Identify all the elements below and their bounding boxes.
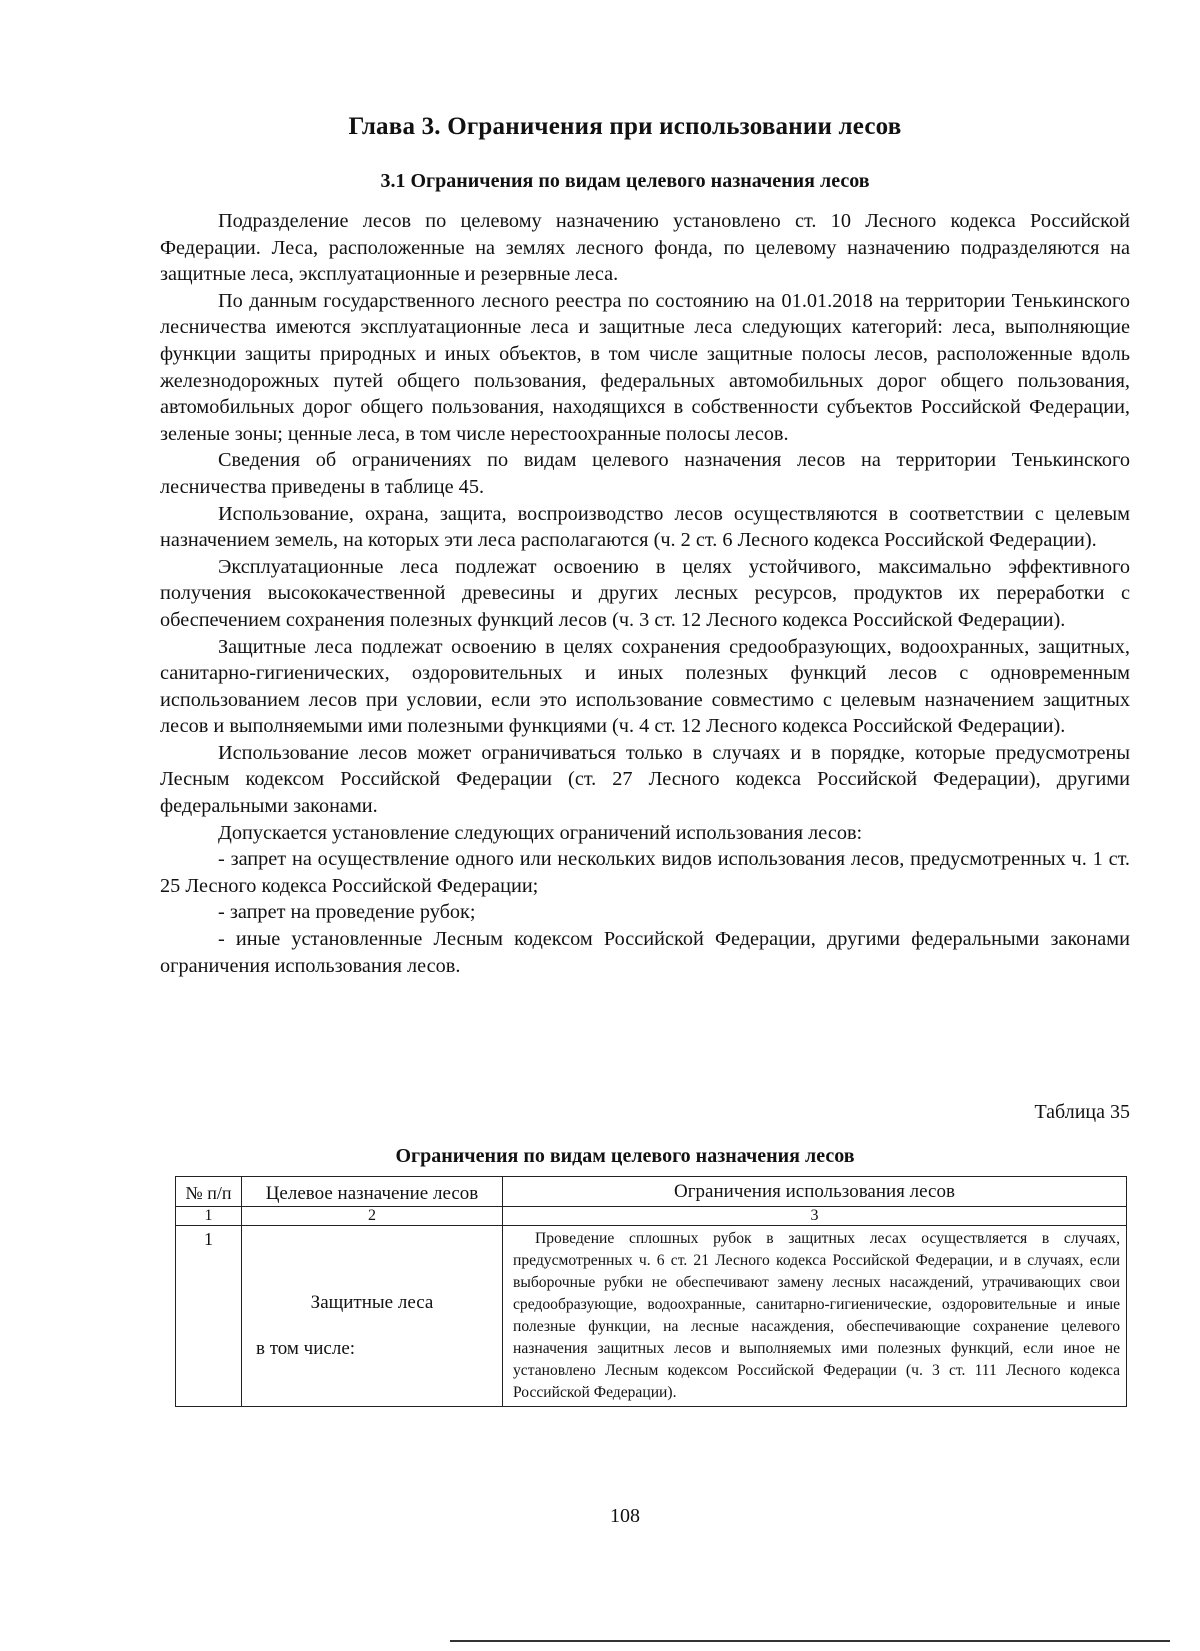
paragraph: Подразделение лесов по целевому назначению установлено ст. 10 Лесного кодекса Российской Федерации. Леса, расположенные на землях лесного фонда, по целевому назначению подразделяются на защитные леса, эксплуатационные и резервные леса. (160, 210, 1130, 286)
list-item: - запрет на осуществление одного или нескольких видов использования лесов, предусмотренных ч. 1 ст. 25 Лесного кодекса Российской Федерации; (160, 848, 1130, 897)
paragraph: По данным государственного лесного реестра по состоянию на 01.01.2018 на территории Тенькинского лесничества имеются эксплуатационные леса и защитные леса следующих категорий: леса, выполняющие функции защиты природных и иных объектов, в том числе защитные полосы лесов, расположенные вдоль железнодорожных путей общего пользования, федеральных автомобильных дорог общего пользования, автомобильных дорог общего пользования, находящихся в собственности субъектов Российской Федерации, зеленые зоны; ценные леса, в том числе нерестоохранные полосы лесов. (160, 289, 1130, 445)
list-item: - иные установленные Лесным кодексом Российской Федерации, другими федеральными законами ограничения использования лесов. (160, 928, 1130, 977)
purpose-main: Защитные леса (310, 1292, 434, 1313)
table-index-row (176, 1207, 1127, 1226)
table-label: Таблица 35 (1034, 1101, 1130, 1123)
list-item: - запрет на проведение рубок; (218, 901, 476, 924)
section-title: 3.1 Ограничения по видам целевого назначения лесов (380, 170, 870, 192)
restrictions-table (175, 1176, 1127, 1407)
paragraph: Эксплуатационные леса подлежат освоению в целях устойчивого, максимально эффективного получения высококачественной древесины и других лесных ресурсов, продуктов их переработки с обеспечением сохранения полезных функций лесов (ч. 3 ст. 12 Лесного кодекса Российской Федерации). (160, 555, 1130, 631)
paragraph: Защитные леса подлежат освоению в целях сохранения средообразующих, водоохранных, защитных, санитарно-гигиенических, оздоровительных и иных полезных функций лесов с одновременным использованием лесов при условии, если это использование совместимо с целевым назначением защитных лесов и выполняемыми ими полезными функциями (ч. 4 ст. 12 Лесного кодекса Российской Федерации). (160, 635, 1130, 738)
paragraph: Использование лесов может ограничиваться только в случаях и в порядке, которые предусмотрены Лесным кодексом Российской Федерации (ст. 27 Лесного кодекса Российской Федерации), другими федеральными законами. (160, 741, 1130, 818)
row-limits: Проведение сплошных рубок в защитных лесах осуществляется в случаях, предусмотренных ч. 6 ст. 21 Лесного кодекса Российской Федерации, и в случаях, если выборочные рубки не обеспечивают замену лесных насаждений, утрачивающих свои средообразующие, водоохранные, санитарно-гигиенические, оздоровительные и иные полезные функции, на лесные насаждения, обеспечивающие сохранение целевого назначения защитных лесов и выполняемых ими полезных функций, если иное не установлено Лесным кодексом Российской Федерации (ч. 3 ст. 111 Лесного кодекса Российской Федерации). (503, 1226, 1127, 1407)
index-cell: 1 (176, 1207, 242, 1226)
table-title: Ограничения по видам целевого назначения лесов (395, 1145, 855, 1167)
row-num: 1 (176, 1226, 242, 1407)
page-number: 108 (610, 1505, 640, 1527)
header-limits: Ограничения использования лесов (503, 1177, 1127, 1207)
row-purpose (242, 1226, 503, 1407)
index-cell: 3 (503, 1207, 1127, 1226)
footer-divider (450, 1640, 1170, 1642)
paragraph: Допускается установление следующих ограничений использования лесов: (218, 821, 863, 844)
table-row (176, 1226, 1127, 1407)
header-purpose: Целевое назначение лесов (242, 1177, 503, 1207)
table-header-row (176, 1177, 1127, 1207)
purpose-sub: в том числе: (256, 1338, 356, 1359)
index-cell: 2 (242, 1207, 503, 1226)
chapter-title: Глава 3. Ограничения при использовании лесов (348, 113, 902, 140)
body-text (160, 208, 1130, 979)
header-num: № п/п (176, 1177, 242, 1207)
paragraph: Использование, охрана, защита, воспроизводство лесов осуществляются в соответствии с целевым назначением земель, на которых эти леса располагаются (ч. 2 ст. 6 Лесного кодекса Российской Федерации). (160, 502, 1130, 552)
paragraph: Сведения об ограничениях по видам целевого назначения лесов на территории Тенькинского лесничества приведены в таблице 45. (160, 449, 1130, 498)
